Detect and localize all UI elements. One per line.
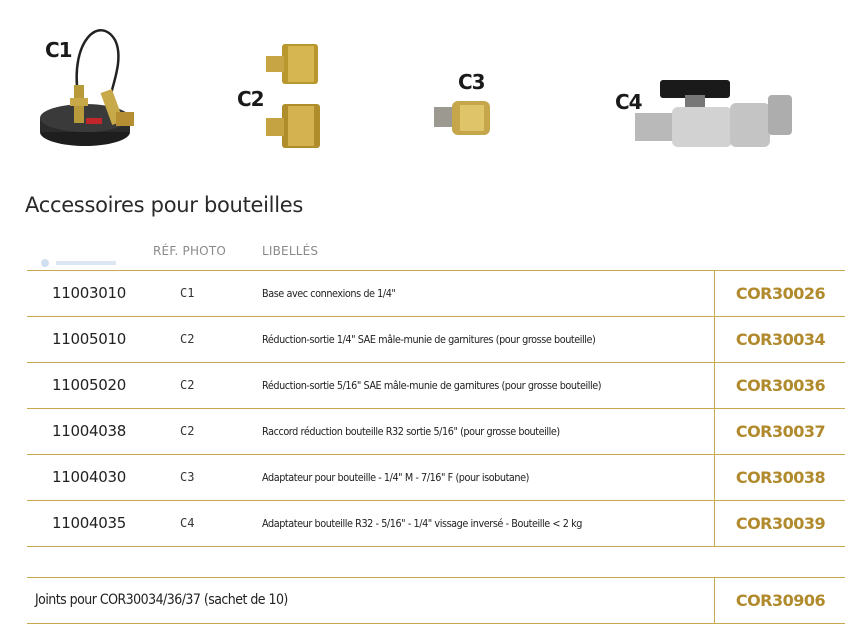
libelle-cell: Réduction-sortie 5/16" SAE mâle-munie de garnitures (pour grosse bouteille): [262, 379, 602, 392]
ref-cell: 11004030: [52, 468, 126, 486]
adapter-icon: [430, 95, 500, 145]
reducer-fittings-icon: [260, 40, 330, 160]
photo-c4: [630, 75, 795, 160]
ref-cell: 11004038: [52, 422, 126, 440]
photo-ref-cell: C2: [180, 332, 195, 346]
ref-cell: 11005010: [52, 330, 126, 348]
product-code: COR30039: [714, 501, 846, 546]
photo-ref-cell: C1: [180, 286, 195, 300]
joints-row: [27, 577, 845, 624]
product-code: COR30026: [714, 271, 846, 316]
ref-cell: 11004035: [52, 514, 126, 532]
photo-ref-cell: C4: [180, 516, 195, 530]
libelle-cell: Adaptateur bouteille R32 - 5/16" - 1/4" vissage inversé - Bouteille < 2 kg: [262, 517, 582, 530]
photo-c3: [430, 95, 500, 145]
libelle-cell: Adaptateur pour bouteille - 1/4" M - 7/16" F (pour isobutane): [262, 471, 529, 484]
table-row: [27, 455, 845, 501]
table-row: [27, 409, 845, 455]
product-code: COR30036: [714, 363, 846, 408]
product-code: COR30037: [714, 409, 846, 454]
joints-label: Joints pour COR30034/36/37 (sachet de 10): [35, 592, 288, 608]
column-header-libelles: LIBELLÉS: [262, 244, 319, 258]
table-row: [27, 317, 845, 363]
photo-ref-cell: C3: [180, 470, 195, 484]
section-title: Accessoires pour bouteilles: [25, 193, 303, 217]
product-code: COR30034: [714, 317, 846, 362]
table-row: [27, 270, 845, 317]
product-code: COR30038: [714, 455, 846, 500]
photo-c2: [260, 40, 330, 160]
libelle-cell: Base avec connexions de 1/4": [262, 287, 396, 300]
libelle-cell: Réduction-sortie 1/4" SAE mâle-munie de garnitures (pour grosse bouteille): [262, 333, 596, 346]
table-row: [27, 501, 845, 547]
table-row: [27, 363, 845, 409]
ref-cell: 11005020: [52, 376, 126, 394]
ref-cell: 11003010: [52, 284, 126, 302]
photo-label-c4: C4: [615, 90, 642, 114]
column-header-photo: RÉF. PHOTO: [153, 244, 227, 258]
joints-product-code: COR30906: [714, 578, 846, 623]
libelle-cell: Raccord réduction bouteille R32 sortie 5/16" (pour grosse bouteille): [262, 425, 560, 438]
ball-valve-icon: [630, 75, 795, 160]
photo-label-c3: C3: [458, 70, 485, 94]
photo-ref-cell: C2: [180, 378, 195, 392]
brand-logo-icon: [40, 258, 120, 268]
photo-ref-cell: C2: [180, 424, 195, 438]
photo-label-c2: C2: [237, 87, 264, 111]
photo-label-c1: C1: [45, 38, 72, 62]
accessories-table: [27, 270, 845, 547]
